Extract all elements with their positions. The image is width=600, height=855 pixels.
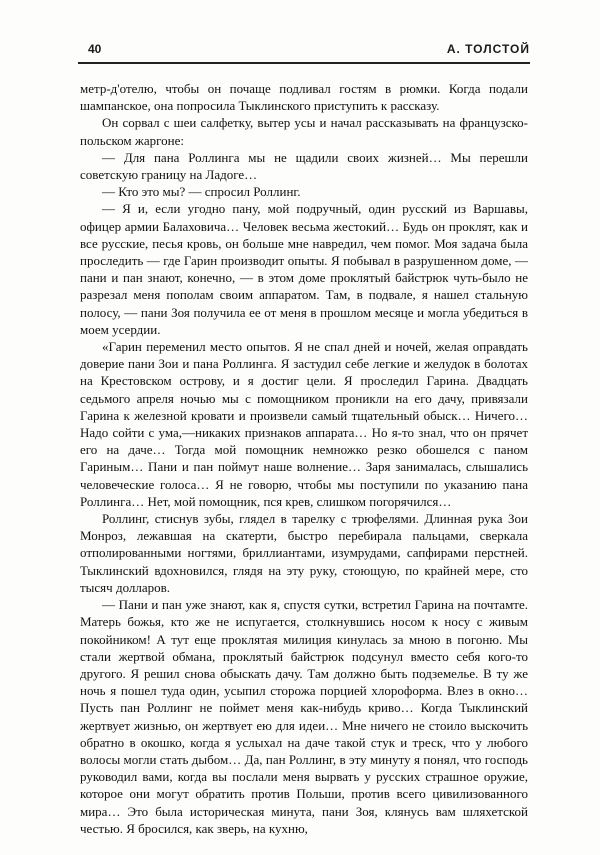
paragraph: — Пани и пан уже знают, как я, спустя сутки, встретил Гарина на почтамте. Матерь божья, кто же не испугается, столкнувшись носом к носу с живым покойником! А тут еще проклятая милиция кинулась за мною в погоню. Мы стали жертвой обмана, проклятый байстрюк подсунул вместо себя кого-то другого. Я решил снова обыскать дачу. Там должно быть подземелье. В ту же ночь я пошел туда один, усыпил сторожа порцией хлороформа. Влез в окно… Пусть пан Роллинг не поймет меня как-нибудь криво… Когда Тыклинский жертвует жизнью, он жертвует ею для идеи… Мне ничего не стоило выскочить обратно в окошко, когда я услыхал на даче такой стук и треск, что у любого волосы могли стать дыбом… Да, пан Роллинг, в эту минуту я понял, что господь руководил вами, когда вы послали меня вырвать у русских страшное оружие, которое они могут обратить против Польши, против всего цивилизованного мира… Это была историческая минута, пани Зоя, клянусь вам шляхетской честью. Я бросился, как зверь, на кухню, xyxy=(80,597,528,836)
body-text xyxy=(80,80,528,837)
paragraph: — Для пана Роллинга мы не щадили своих жизней… Мы перешли советскую границу на Ладоге… xyxy=(80,149,528,183)
paragraph: «Гарин переменил место опытов. Я не спал дней и ночей, желая оправдать доверие пани Зои и пана Роллинга. Я застудил себе легкие и желудок в болотах на Крестовском острову, и я достиг цели. Я проследил Гарина. Двадцать седьмого апреля ночью мы с помощником проникли на его дачу, привязали Гарина к железной кровати и произвели самый тщательный обыск… Ничего… Надо сойти с ума,—никаких признаков аппарата… Но я-то знал, что он прячет его на даче… Тогда мой помощник немножко резко обошелся с паном Гариным… Пани и пан поймут наше волнение… Заря занималась, слышались человеческие голоса… Я не говорю, чтобы мы поступили по указанию пана Роллинга… Нет, мой помощник, пся крев, слишком погорячился… xyxy=(80,339,528,509)
paragraph: метр-д'отелю, чтобы он почаще подливал гостям в рюмки. Когда подали шампанское, она попросила Тыклинского приступить к рассказу. xyxy=(80,81,528,114)
page-header xyxy=(78,35,530,63)
page-number: 40 xyxy=(88,42,102,56)
paragraph: — Кто это мы? — спросил Роллинг. xyxy=(102,184,301,200)
running-head: А. ТОЛСТОЙ xyxy=(446,42,530,56)
paragraph: Он сорвал с шеи салфетку, вытер усы и начал рассказывать на французско-польском жаргоне: xyxy=(80,115,528,148)
header-rule xyxy=(78,62,530,64)
paragraph: Роллинг, стиснув зубы, глядел в тарелку с трюфелями. Длинная рука Зои Монроз, лежавшая на скатерти, быстро перебирала пальцами, сверкала отполированными ногтями, бриллиантами, изумрудами, сапфирами перстней. Тыклинский вдохновился, глядя на эту руку, стоющую, по крайней мере, сто тысяч долларов. xyxy=(80,511,528,595)
paragraph: — Я и, если угодно пану, мой подручный, один русский из Варшавы, офицер армии Балаховича… Человек весьма жестокий… Будь он проклят, как и все русские, песья кровь, он больше мне навредил, чем помог. Моя задача была проследить — где Гарин производит опыты. Я побывал в разрушенном доме, — пани и пан знают, конечно, — в этом доме проклятый байстрюк чуть-было не разрезал меня пополам своим аппаратом. Там, в подвале, я нашел стальную полосу, — пани Зоя получила ее от меня в прошлом месяце и могла убедиться в моем усердии. xyxy=(80,201,528,337)
